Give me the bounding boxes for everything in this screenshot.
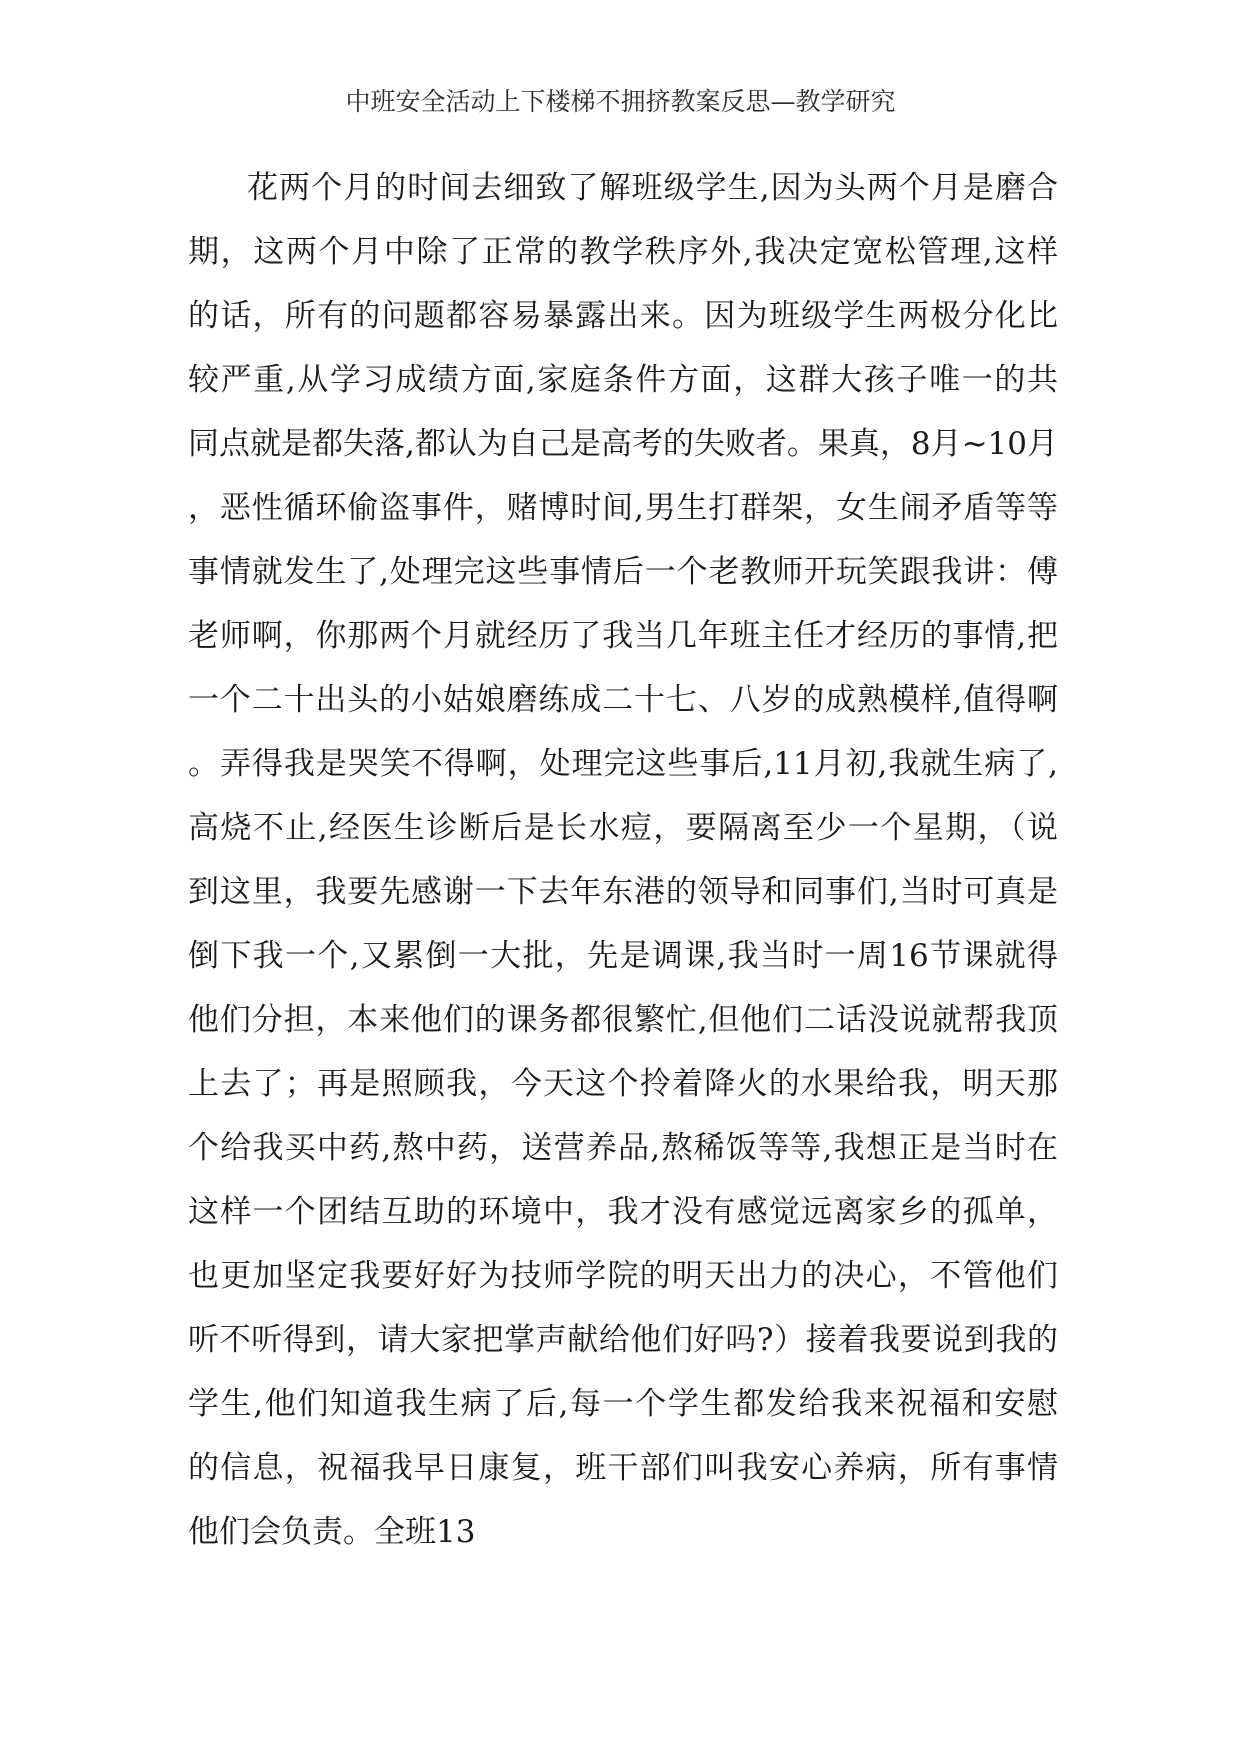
body-line-12: 到这里，我要先感谢一下去年东港的领导和同事们,当时可真是: [188, 874, 1058, 910]
body-line-6: ，恶性循环偷盗事件，赌博时间,男生打群架，女生闹矛盾等等: [188, 490, 1058, 526]
body-line-4: 较严重,从学习成绩方面,家庭条件方面，这群大孩子唯一的共: [188, 362, 1058, 398]
body-line-17: 这样一个团结互助的环境中，我才没有感觉远离家乡的孤单，: [188, 1194, 1058, 1230]
body-line-5: 同点就是都失落,都认为自己是高考的失败者。果真，8月~10月: [188, 426, 1058, 462]
body-line-22: 他们会负责。全班13: [188, 1514, 476, 1550]
body-line-21: 的信息，祝福我早日康复，班干部们叫我安心养病，所有事情: [188, 1450, 1058, 1486]
body-line-10: 。弄得我是哭笑不得啊，处理完这些事后,11月初,我就生病了,: [188, 746, 1058, 782]
body-line-16: 个给我买中药,熬中药，送营养品,熬稀饭等等,我想正是当时在: [188, 1130, 1058, 1166]
body-line-15: 上去了；再是照顾我，今天这个拎着降火的水果给我，明天那: [188, 1066, 1058, 1102]
body-line-8: 老师啊，你那两个月就经历了我当几年班主任才经历的事情,把: [188, 618, 1058, 654]
body-line-1: 花两个月的时间去细致了解班级学生,因为头两个月是磨合: [247, 170, 1058, 206]
body-line-11: 高烧不止,经医生诊断后是长水痘，要隔离至少一个星期，（说: [188, 810, 1058, 846]
document-header: 中班安全活动上下楼梯不拥挤教案反思—教学研究: [345, 87, 896, 116]
body-line-20: 学生,他们知道我生病了后,每一个学生都发给我来祝福和安慰: [188, 1386, 1058, 1422]
body-line-13: 倒下我一个,又累倒一大批，先是调课,我当时一周16节课就得: [188, 938, 1058, 974]
body-line-18: 也更加坚定我要好好为技师学院的明天出力的决心，不管他们: [188, 1258, 1058, 1294]
body-line-2: 期，这两个月中除了正常的教学秩序外,我决定宽松管理,这样: [188, 234, 1058, 270]
body-line-19: 听不听得到，请大家把掌声献给他们好吗?）接着我要说到我的: [188, 1322, 1058, 1358]
body-line-3: 的话，所有的问题都容易暴露出来。因为班级学生两极分化比: [188, 298, 1058, 334]
body-line-9: 一个二十出头的小姑娘磨练成二十七、八岁的成熟模样,值得啊: [188, 682, 1058, 718]
body-line-7: 事情就发生了,处理完这些事情后一个老教师开玩笑跟我讲：傅: [188, 554, 1058, 590]
body-line-14: 他们分担，本来他们的课务都很繁忙,但他们二话没说就帮我顶: [188, 1002, 1058, 1038]
document-body: [188, 156, 1058, 1564]
